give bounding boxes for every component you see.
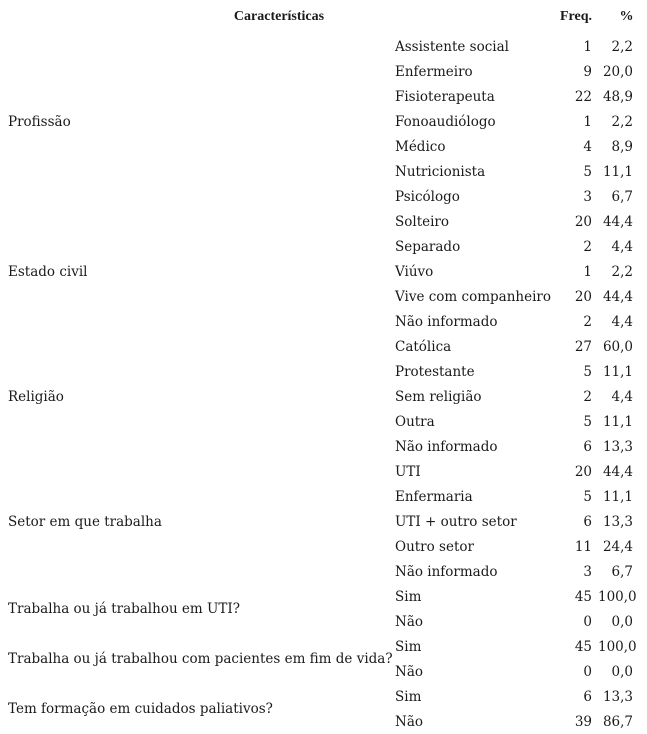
percent-cell: 13,3 xyxy=(602,438,633,455)
frequency-cell: 3 xyxy=(583,563,592,580)
frequency-cell: 20 xyxy=(574,213,592,230)
table-row xyxy=(0,34,647,59)
category-cell: Não xyxy=(395,663,423,680)
percent-cell: 86,7 xyxy=(602,713,633,730)
table-row xyxy=(0,459,647,484)
percent-cell: 11,1 xyxy=(602,363,633,380)
category-cell: Não informado xyxy=(395,563,498,580)
percent-cell: 13,3 xyxy=(602,513,633,530)
percent-cell: 48,9 xyxy=(602,88,633,105)
frequency-cell: 39 xyxy=(574,713,592,730)
frequency-cell: 5 xyxy=(583,413,592,430)
percent-cell: 2,2 xyxy=(611,263,633,280)
frequency-cell: 5 xyxy=(583,363,592,380)
table-row xyxy=(0,334,647,359)
group-label: Profissão xyxy=(8,113,71,130)
group-label: Tem formação em cuidados paliativos? xyxy=(8,701,273,717)
category-cell: Psicólogo xyxy=(395,188,460,205)
percent-cell: 0,0 xyxy=(611,613,633,630)
category-cell: Sim xyxy=(395,588,422,605)
header-percent: % xyxy=(619,9,634,24)
category-cell: Médico xyxy=(395,138,446,155)
category-cell: UTI + outro setor xyxy=(395,513,517,530)
percent-cell: 100,0 xyxy=(598,588,637,605)
category-cell: Outro setor xyxy=(395,538,474,555)
group-label: Religião xyxy=(8,388,64,405)
percent-cell: 24,4 xyxy=(602,538,633,555)
table-body xyxy=(0,34,647,734)
percent-cell: 2,2 xyxy=(611,113,633,130)
table-row xyxy=(0,634,647,659)
frequency-cell: 3 xyxy=(583,188,592,205)
percent-cell: 11,1 xyxy=(602,163,633,180)
category-cell: Solteiro xyxy=(395,213,450,230)
group-label: Estado civil xyxy=(8,263,88,280)
percent-cell: 60,0 xyxy=(602,338,633,355)
category-cell: Protestante xyxy=(395,363,475,380)
group-label: Trabalha ou já trabalhou com pacientes em fim de vida? xyxy=(8,651,393,667)
frequency-cell: 45 xyxy=(574,638,592,655)
percent-cell: 11,1 xyxy=(602,488,633,505)
frequency-cell: 1 xyxy=(583,113,592,130)
percent-cell: 2,2 xyxy=(611,38,633,55)
category-cell: Sim xyxy=(395,688,422,705)
category-cell: Fisioterapeuta xyxy=(395,88,495,105)
category-cell: Não informado xyxy=(395,438,498,455)
header-row xyxy=(0,0,647,34)
frequency-cell: 6 xyxy=(583,438,592,455)
percent-cell: 0,0 xyxy=(611,663,633,680)
category-cell: Outra xyxy=(395,413,435,430)
category-cell: Não xyxy=(395,613,423,630)
category-cell: Sim xyxy=(395,638,422,655)
percent-cell: 11,1 xyxy=(602,413,633,430)
category-cell: Enfermeiro xyxy=(395,63,473,80)
category-cell: Não informado xyxy=(395,313,498,330)
frequency-cell: 1 xyxy=(583,263,592,280)
frequency-cell: 5 xyxy=(583,488,592,505)
percent-cell: 4,4 xyxy=(611,238,633,255)
category-cell: Viúvo xyxy=(395,263,434,280)
header-caracteristicas: Características xyxy=(233,9,325,24)
percent-cell: 44,4 xyxy=(602,213,633,230)
frequency-cell: 6 xyxy=(583,513,592,530)
frequency-cell: 2 xyxy=(583,313,592,330)
frequency-cell: 2 xyxy=(583,238,592,255)
percent-cell: 20,0 xyxy=(602,63,633,80)
frequency-cell: 45 xyxy=(574,588,592,605)
category-cell: Enfermaria xyxy=(395,488,473,505)
group-label: Trabalha ou já trabalhou em UTI? xyxy=(8,601,240,617)
percent-cell: 6,7 xyxy=(611,563,633,580)
category-cell: Fonoaudiólogo xyxy=(395,113,496,130)
table-row xyxy=(0,584,647,609)
percent-cell: 44,4 xyxy=(602,288,633,305)
percent-cell: 100,0 xyxy=(598,638,637,655)
category-cell: UTI xyxy=(395,463,421,480)
frequency-cell: 5 xyxy=(583,163,592,180)
header-category-blank xyxy=(388,0,554,34)
category-cell: Assistente social xyxy=(395,38,509,55)
category-cell: Vive com companheiro xyxy=(395,288,551,305)
category-cell: Nutricionista xyxy=(395,163,486,180)
category-cell: Separado xyxy=(395,238,461,255)
percent-cell: 13,3 xyxy=(602,688,633,705)
header-freq: Freq. xyxy=(559,9,592,24)
table-row xyxy=(0,209,647,234)
percent-cell: 4,4 xyxy=(611,388,633,405)
frequency-cell: 27 xyxy=(574,338,592,355)
percent-cell: 4,4 xyxy=(611,313,633,330)
frequency-cell: 11 xyxy=(574,538,592,555)
category-cell: Não xyxy=(395,713,423,730)
percent-cell: 44,4 xyxy=(602,463,633,480)
frequency-cell: 20 xyxy=(574,288,592,305)
frequency-cell: 0 xyxy=(583,663,592,680)
category-cell: Católica xyxy=(395,338,452,355)
percent-cell: 8,9 xyxy=(611,138,633,155)
frequency-cell: 0 xyxy=(583,613,592,630)
category-cell: Sem religião xyxy=(395,388,482,405)
group-label: Setor em que trabalha xyxy=(8,513,162,530)
frequency-cell: 20 xyxy=(574,463,592,480)
table-row xyxy=(0,684,647,709)
frequency-cell: 1 xyxy=(583,38,592,55)
frequency-cell: 22 xyxy=(574,88,592,105)
percent-cell: 6,7 xyxy=(611,188,633,205)
frequency-cell: 6 xyxy=(583,688,592,705)
frequency-cell: 9 xyxy=(583,63,592,80)
frequency-cell: 2 xyxy=(583,388,592,405)
frequency-cell: 4 xyxy=(583,138,592,155)
